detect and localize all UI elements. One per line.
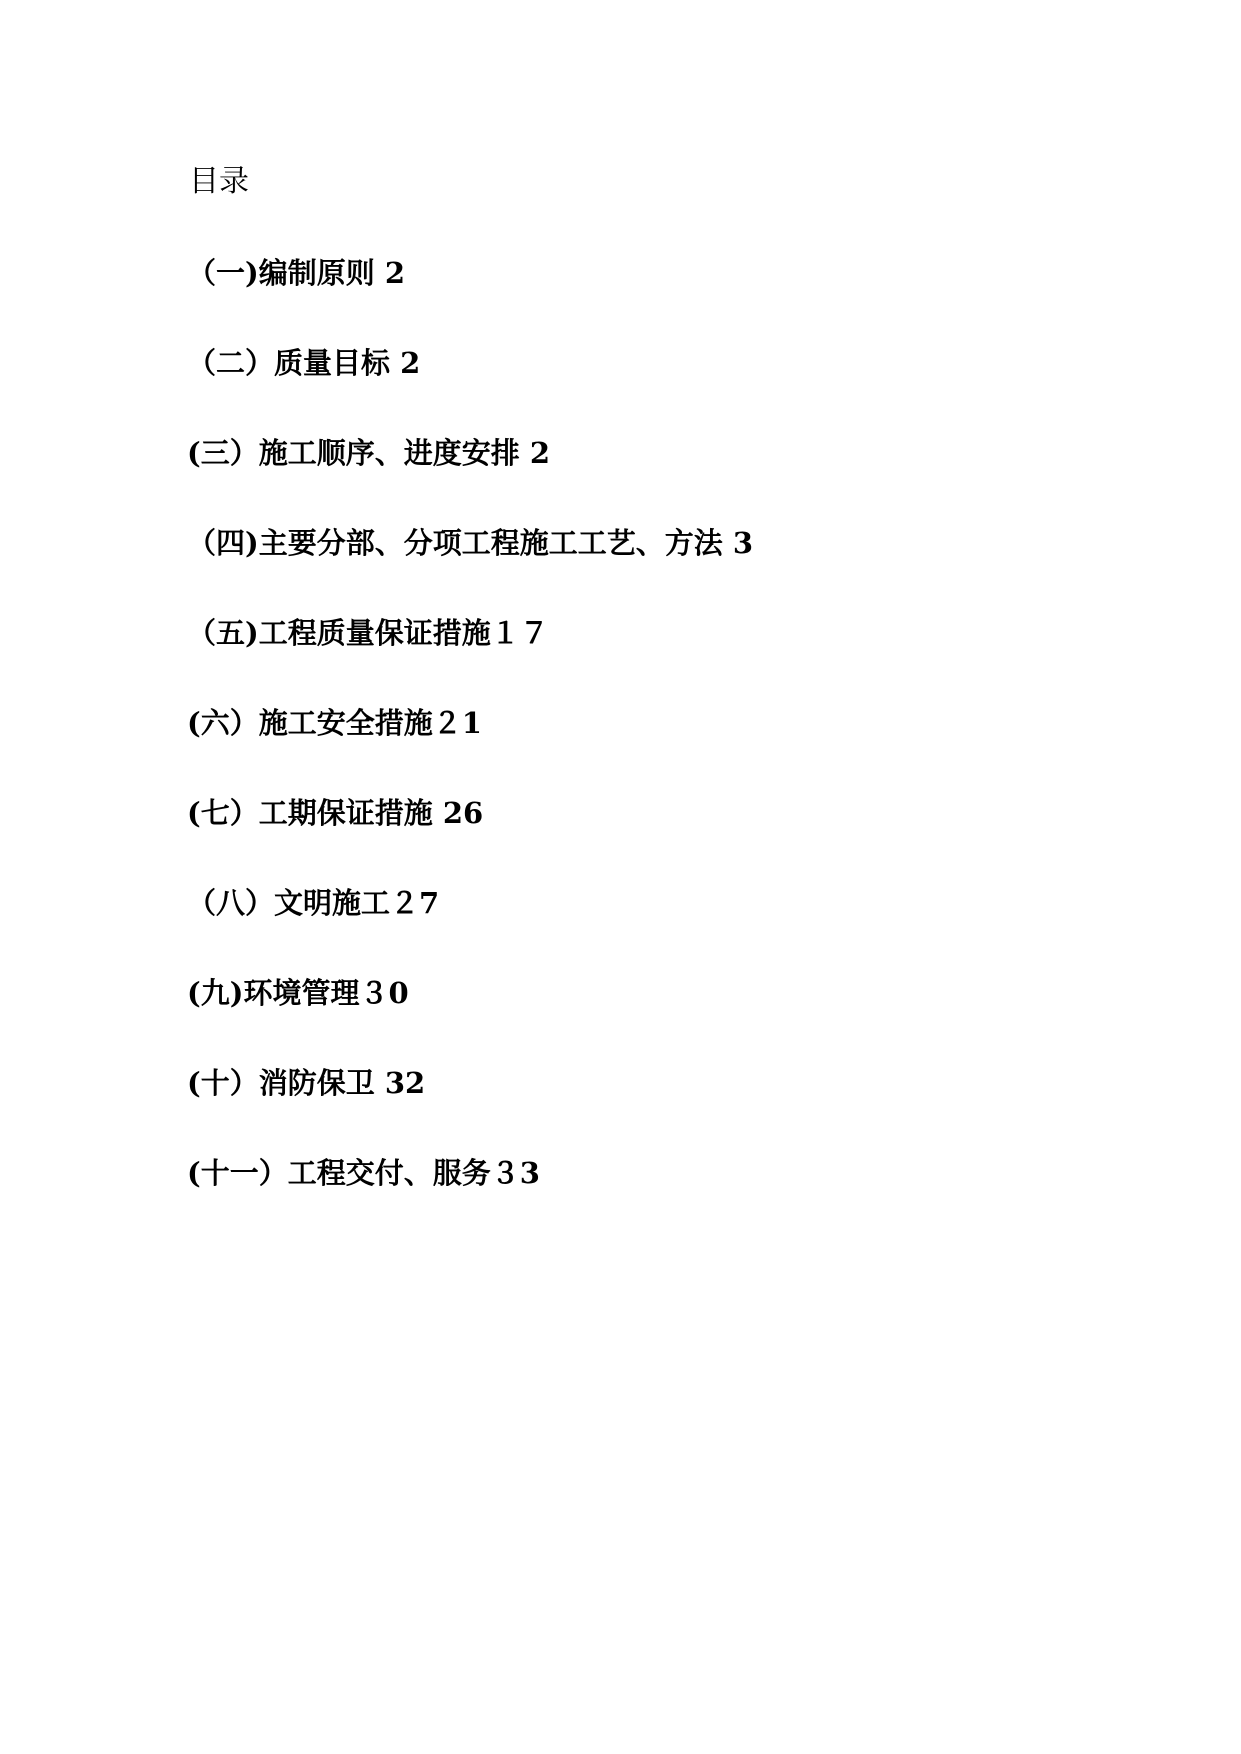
toc-entry: (十一）工程交付、服务３3 — [187, 1156, 540, 1190]
toc-entry: (六）施工安全措施２1 — [187, 706, 482, 740]
toc-entry: (十）消防保卫 32 — [187, 1066, 426, 1100]
toc-entry: (七）工期保证措施 26 — [187, 796, 484, 830]
toc-entry: （八）文明施工２7 — [187, 886, 440, 920]
toc-entry: （一)编制原则 2 — [187, 256, 405, 290]
toc-entry: （五)工程质量保证措施１７ — [187, 616, 549, 650]
toc-entry: (九)环境管理３0 — [187, 976, 409, 1010]
toc-title: 目录 — [189, 164, 249, 199]
toc-entry: （四)主要分部、分项工程施工工艺、方法 3 — [187, 526, 753, 560]
toc-entry: (三）施工顺序、进度安排 2 — [187, 436, 550, 470]
toc-list — [187, 251, 753, 1241]
toc-entry: （二）质量目标 2 — [187, 346, 421, 380]
